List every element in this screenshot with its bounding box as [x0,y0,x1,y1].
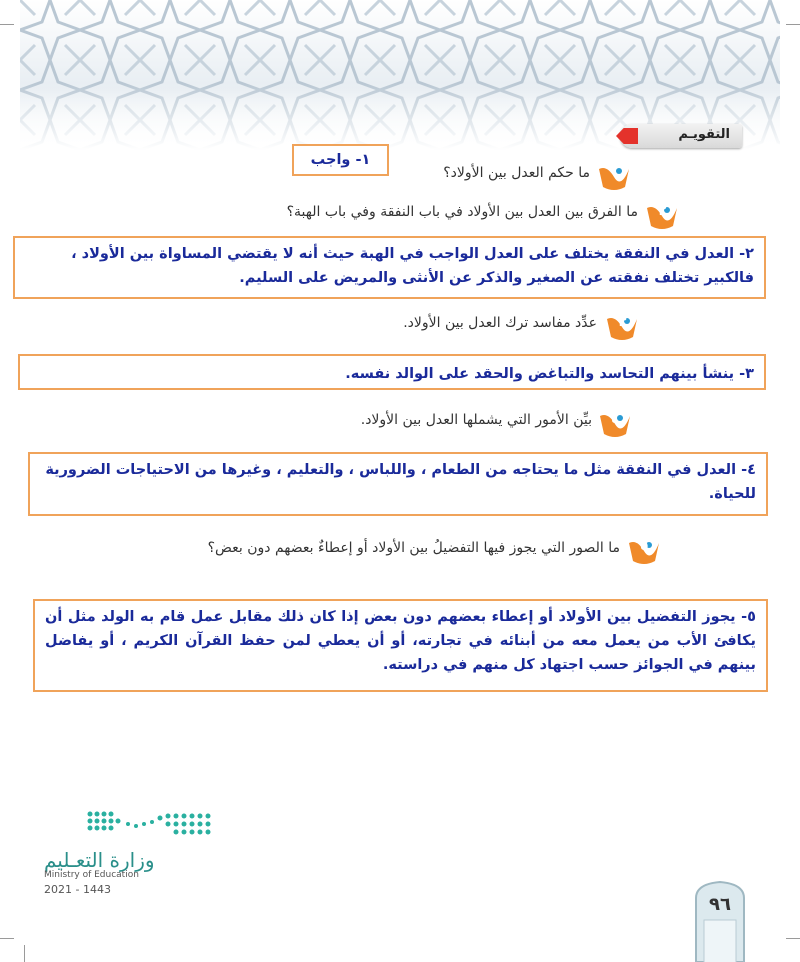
question-badge-2-icon [645,202,679,230]
clipped-text-strip [340,301,560,305]
ministry-dots-icon [84,810,214,838]
section-title: التقويـم [678,127,730,142]
crop-mark [24,945,25,962]
question-badge-4-icon [598,410,632,438]
question-number: ٥ [640,538,649,554]
answer-2: ٢- العدل في النفقة يختلف على العدل الواجب في الهبة حيث أنه لا يقتضي المساواة بين الأولاد ، فالكبير تختلف نفقته عن الصغير والذكر عن الأنثى والمريض على السليم. [13,236,766,299]
ministry-name-english: Ministry of Education [44,870,139,880]
question-badge-3-icon [605,313,639,341]
crop-mark [786,938,800,939]
page-number: ٩٦ [709,894,731,915]
answer-1: ١- واجب [292,144,389,176]
question-number: ١ [610,164,619,180]
question-2-text: ما الفرق بين العدل بين الأولاد في باب النفقة وفي باب الهبة؟ [286,204,638,220]
edition-years: 2021 - 1443 [44,883,111,896]
question-5-text: ما الصور التي يجوز فيها التفضيلُ بين الأولاد أو إعطاءٌ بعضهم دون بعض؟ [207,540,620,556]
ministry-logo [34,810,184,900]
question-3-text: عدِّد مفاسد ترك العدل بين الأولاد. [403,315,597,331]
crop-mark [786,24,800,25]
question-4-text: بيِّن الأمور التي يشملها العدل بين الأولاد. [360,412,592,428]
question-number: ٣ [618,314,627,330]
question-1-text: ما حكم العدل بين الأولاد؟ [443,165,590,181]
question-badge-5-icon [627,537,661,565]
ministry-name-arabic: وزارة التعـليم [44,848,155,872]
section-tab [620,124,742,148]
question-badge-1-icon [597,163,631,191]
crop-mark [0,938,14,939]
crop-mark [0,24,14,25]
question-number: ٢ [658,203,667,219]
answer-5: ٥- يجوز التفضيل بين الأولاد أو إعطاء بعضهم دون بعض إذا كان ذلك مقابل عمل قام به الولد مثل أن يكافئ الأب من يعمل معه من أبنائه في تجارته، أو أن يعطي لمن حفظ القرآن الكريم ، أو يفاضل بينهم في الجوائز حسب اجتهاد كل منهم في دراسته. [33,599,768,692]
question-number: ٤ [611,411,620,427]
answer-4: ٤- العدل في النفقة مثل ما يحتاجه من الطعام ، واللباس ، والتعليم ، وغيرها من الاحتياجات الضرورية للحياة. [28,452,768,516]
answer-3: ٣- ينشأ بينهم التحاسد والتباغض والحقد على الوالد نفسه. [18,354,766,390]
page-number-tab [690,880,750,962]
page-tab-shape-icon [690,880,750,962]
